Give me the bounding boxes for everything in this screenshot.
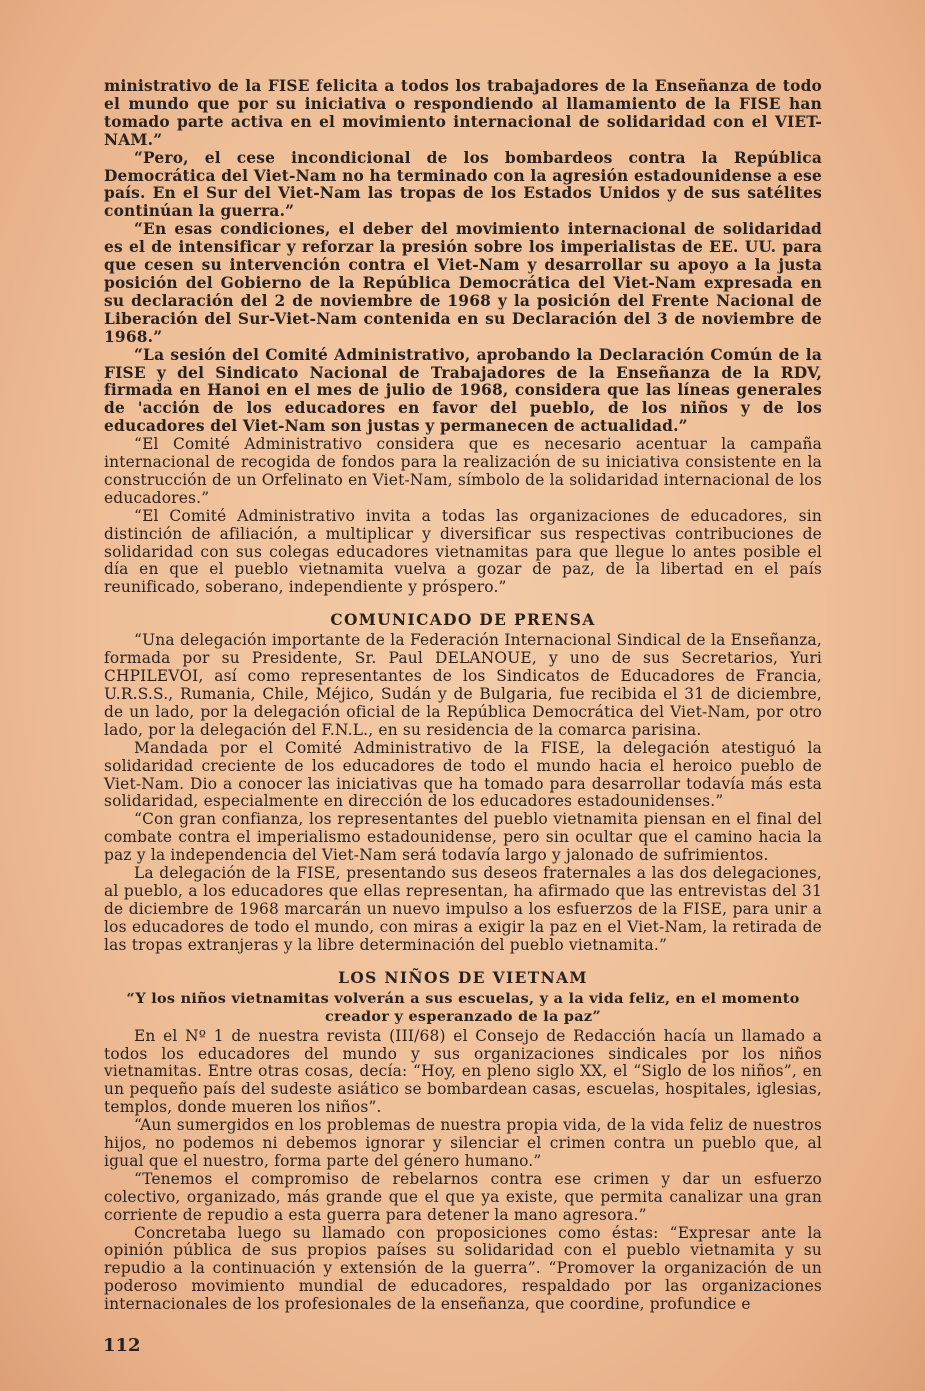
paragraph: “El Comité Administrativo considera que es necesario acentuar la campaña internacional de recogida de fondos para la realización de su iniciativa consistente en la construcción de un Orfelinato en Viet-Nam, símbolo de la solidaridad internacional de los educadores.”	[104, 435, 822, 507]
paragraph: “Una delegación importante de la Federación Internacional Sindical de la Enseñanza, formada por su Presidente, Sr. Paul DELANOUE, y uno de sus Secretarios, Yuri CHPILEVOI, así como representantes de los Sindicatos de Educadores de Francia, U.R.S.S., Rumania, Chile, Méjico, Sudán y de Bulgaria, fue recibida el 31 de diciembre, de un lado, por la delegación oficial de la República Democrática del Viet-Nam, por otro lado, por la delegación del F.N.L., en su residencia de la comarca parisina.	[104, 631, 822, 739]
page-body	[104, 78, 822, 1314]
paragraph: ministrativo de la FISE felicita a todos los trabajadores de la Enseñanza de todo el mundo que por su iniciativa o respondiendo al llamamiento de la FISE han tomado parte activa en el movimiento internacional de solidaridad con el VIET-NAM.”	[104, 77, 822, 149]
paragraph: Mandada por el Comité Administrativo de la FISE, la delegación atestiguó la solidaridad creciente de los educadores de todo el mundo hacia el heroico pueblo de Viet-Nam. Dio a conocer las iniciativas que ha tomado para desarrollar todavía más esta solidaridad, especialmente en dirección de los educadores estadounidenses.”	[104, 738, 822, 811]
paragraph: “Aun sumergidos en los problemas de nuestra propia vida, de la vida feliz de nuestros hijos, no podemos ni debemos ignorar y silenciar el crimen contra un pueblo que, al igual que el nuestro, forma parte del género humano.”	[104, 1116, 822, 1170]
section-subheading: “Y los niños vietnamitas volverán a sus escuelas, y a la vida feliz, en el momento creador y esperanzado de la paz”	[126, 989, 800, 1025]
paragraph: En el Nº 1 de nuestra revista (III/68) el Consejo de Redacción hacía un llamado a todos los educadores del mundo y sus organizaciones sindicales por los niños vietnamitas. Entre otras cosas, decía: “Hoy, en pleno siglo XX, el “Siglo de los niños”, en un pequeño país del sudeste asiático se bombardean casas, escuelas, hospitales, iglesias, templos, donde mueren los niños”.	[104, 1026, 822, 1117]
paragraph: “En esas condiciones, el deber del movimiento internacional de solidaridad es el de intensificar y reforzar la presión sobre los imperialistas de EE. UU. para que cesen su intervención contra el Viet-Nam y desarrollar su apoyo a la justa posición del Gobierno de la República Democrática del Viet-Nam expresada en su declaración del 2 de noviembre de 1968 y la posición del Frente Nacional de Liberación del Sur-Viet-Nam contenida en su Declaración del 3 de noviembre de 1968.”	[104, 220, 822, 346]
section-heading-comunicado: COMUNICADO DE PRENSA	[330, 611, 596, 630]
paragraph: “El Comité Administrativo invita a todas las organizaciones de educadores, sin distinción de afiliación, a multiplicar y diversificar sus respectivas contribuciones de solidaridad con sus colegas educadores vietnamitas para que llegue lo antes posible el día en que el pueblo vietnamita vuelva a gozar de paz, de la libertad en el país reunificado, soberano, independiente y próspero.”	[104, 506, 822, 597]
paragraph: Concretaba luego su llamado con proposiciones como éstas: “Expresar ante la opinión pública de sus propios países su solidaridad con el pueblo vietnamita y su repudio a la continuación y extensión de la guerra”. “Promover la organización de un poderoso movimiento mundial de educadores, respaldado por las organizaciones internacionales de los profesionales de la enseñanza, que coordine, profundice e	[104, 1223, 822, 1314]
paragraph: “Pero, el cese incondicional de los bombardeos contra la República Democrática del Viet-Nam no ha terminado con la agresión estadounidense a ese país. En el Sur del Viet-Nam las tropas de los Estados Unidos y de sus satélites continúan la guerra.”	[104, 148, 822, 221]
page-number: 112	[103, 1335, 141, 1356]
paragraph: “Tenemos el compromiso de rebelarnos contra ese crimen y dar un esfuerzo colectivo, organizado, más grande que el que ya existe, que permita canalizar una gran corriente de repudio a esta guerra para detener la mano agresora.”	[104, 1169, 822, 1224]
paragraph: La delegación de la FISE, presentando sus deseos fraternales a las dos delegaciones, al pueblo, a los educadores que ellas representan, ha afirmado que las entrevistas del 31 de diciembre de 1968 marcarán un nuevo impulso a los esfuerzos de la FISE, para unir a los educadores de todo el mundo, con miras a exigir la paz en el Viet-Nam, la retirada de las tropas extranjeras y la libre determinación del pueblo vietnamita.”	[104, 864, 822, 954]
section-heading-ninos: LOS NIÑOS DE VIETNAM	[338, 968, 588, 987]
paragraph: “Con gran confianza, los representantes del pueblo vietnamita piensan en el final del combate contra el imperialismo estadounidense, pero sin ocultar que el camino hacia la paz y la independencia del Viet-Nam será todavía largo y jalonado de sufrimientos.	[104, 810, 822, 865]
paragraph: “La sesión del Comité Administrativo, aprobando la Declaración Común de la FISE y del Sindicato Nacional de Trabajadores de la Enseñanza de la RDV, firmada en Hanoi en el mes de julio de 1968, considera que las líneas generales de 'acción de los educadores en favor del pueblo, de los niños y de los educadores del Viet-Nam son justas y permanecen de actualidad.”	[104, 345, 822, 436]
